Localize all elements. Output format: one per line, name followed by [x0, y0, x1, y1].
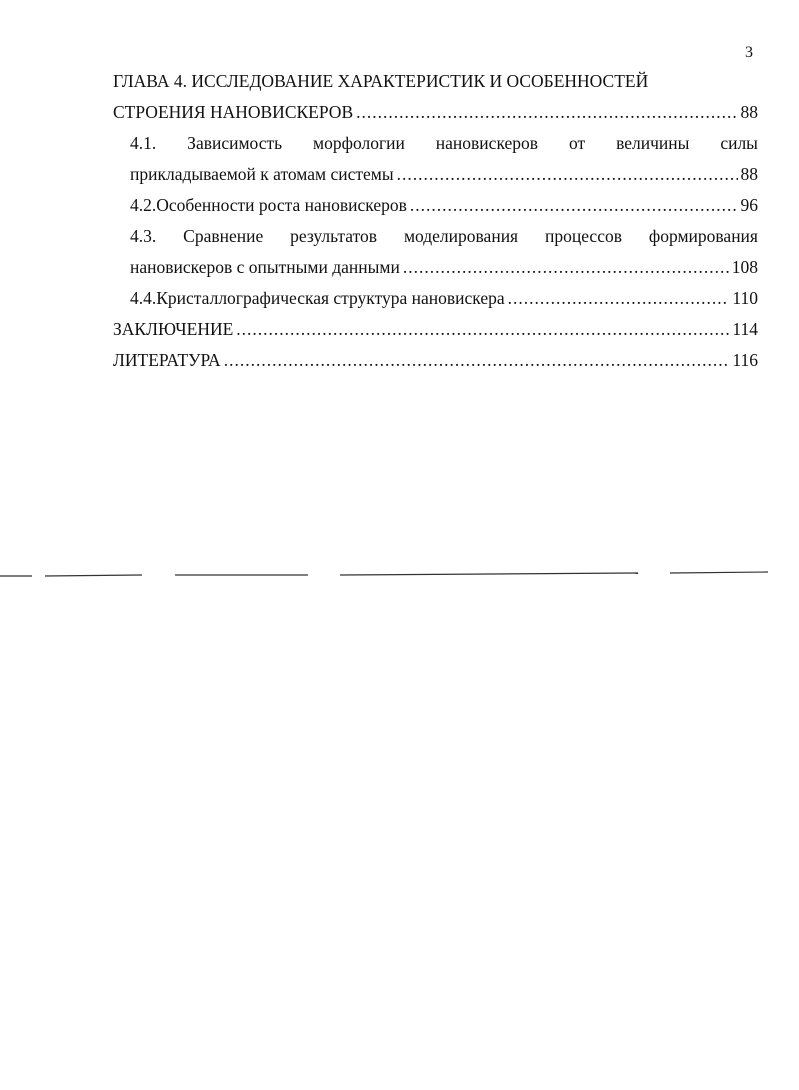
section-word: от — [568, 133, 586, 153]
toc-section-4-1-line1[interactable] — [113, 128, 758, 159]
section-title-continuation: прикладываемой к атомам системы — [130, 164, 394, 184]
dot-leader — [236, 314, 729, 345]
section-word: формирования — [648, 226, 758, 246]
dot-leader — [410, 190, 738, 221]
section-word: Зависимость — [187, 133, 283, 153]
toc-page-number: 96 — [740, 195, 758, 215]
toc-chapter-4-entry[interactable] — [113, 97, 758, 128]
section-word: Сравнение — [183, 226, 264, 246]
section-number: 4.4. — [130, 288, 157, 308]
toc-chapter-4-line2: СТРОЕНИЯ НАНОВИСКЕРОВ — [113, 102, 354, 122]
toc-section-4-2[interactable] — [113, 190, 758, 221]
toc-section-4-3-line2[interactable] — [113, 252, 758, 283]
toc-chapter-4-line1: ГЛАВА 4. ИССЛЕДОВАНИЕ ХАРАКТЕРИСТИК И ОСОБЕННОСТЕЙ — [113, 71, 649, 91]
literature-title: ЛИТЕРАТУРА — [113, 350, 221, 370]
toc-page-number: 114 — [732, 319, 758, 339]
toc-page-number: 88 — [740, 102, 758, 122]
toc-section-4-4[interactable] — [113, 283, 758, 314]
section-word: величины — [616, 133, 690, 153]
section-title: Особенности роста нановискеров — [156, 195, 407, 215]
section-title: Кристаллографическая структура нановискера — [156, 288, 505, 308]
page-number: 3 — [745, 44, 753, 61]
section-word: нановискеров — [435, 133, 539, 153]
dot-leader — [403, 252, 729, 283]
scan-artifact-lines — [0, 570, 799, 580]
section-title-continuation: нановискеров с опытными данными — [130, 257, 400, 277]
toc-conclusion[interactable] — [113, 314, 758, 345]
toc-page-number: 108 — [731, 257, 758, 277]
toc-section-4-3-line1[interactable] — [113, 221, 758, 252]
dot-leader — [397, 159, 738, 190]
section-number: 4.1. — [130, 133, 157, 153]
toc-page-number: 116 — [732, 350, 758, 370]
dot-leader — [356, 97, 737, 128]
toc-page-number: 88 — [740, 164, 758, 184]
section-number: 4.2. — [130, 195, 157, 215]
toc-chapter-4-title — [113, 66, 758, 97]
toc-section-4-1-line2[interactable] — [113, 159, 758, 190]
section-word: результатов — [290, 226, 378, 246]
toc-literature[interactable] — [113, 345, 758, 376]
section-word: процессов — [545, 226, 622, 246]
toc-page-number: 110 — [732, 288, 758, 308]
dot-leader — [508, 283, 730, 314]
dot-leader — [224, 345, 730, 376]
table-of-contents — [113, 66, 758, 376]
section-word: морфологии — [313, 133, 405, 153]
conclusion-title: ЗАКЛЮЧЕНИЕ — [113, 319, 234, 339]
section-word: моделирования — [403, 226, 519, 246]
section-number: 4.3. — [130, 226, 157, 246]
section-word: силы — [720, 133, 758, 153]
